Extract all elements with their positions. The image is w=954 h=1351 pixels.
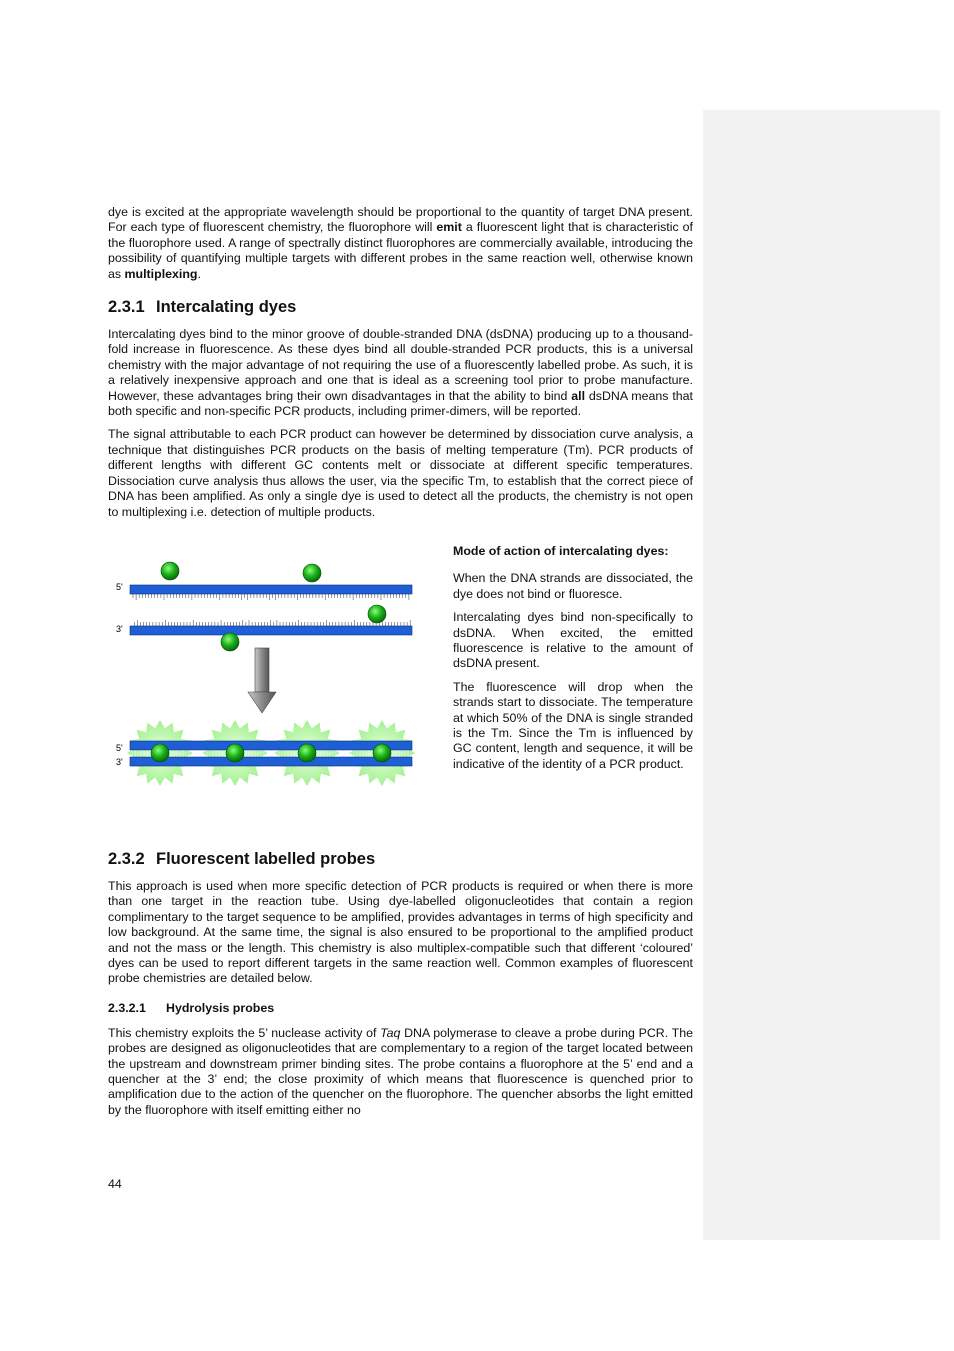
intercalating-paragraph-1: Intercalating dyes bind to the minor groove of double-stranded DNA (dsDNA) producing up to a thousand-fold increase in fluorescence. As these dyes bind all double-stranded PCR products, this is a universal chemistry with the major advantage of not requiring the use of a fluorescently labelled probe. As such, it is a relatively inexpensive approach and one that is ideal as a screening tool prior to probe manufacture. However, these advantages bring their own disadvantages in that the ability to bind all dsDNA means that both specific and non-specific PCR products, including primer-dimers, will be reported. (108, 327, 693, 419)
strand-top-ticks (133, 594, 409, 600)
page-content (108, 205, 693, 1126)
ds-strand-top (130, 741, 412, 750)
probes-paragraph: This approach is used when more specific detection of PCR products is required or when there is more than one target in the reaction tube. Using dye-labelled oligonucleotides that contain a region complimentary to the target sequence to be amplified, provides advantages in terms of high specificity and low background. At the same time, the signal is also ensured to be proportional to the amplified product and not the mass or the length. This chemistry is also multiplex-compatible such that different ‘coloured’ dyes can be used to report different targets in the same reaction well. Common examples of fluorescent probe chemistries are detailed below. (108, 878, 693, 986)
free-dye (221, 633, 239, 651)
figure-text-3: The fluorescence will drop when the strands start to dissociate. The temperature at which 50% of the DNA is single stranded is the Tm. Since the Tm is influenced by GC content, length and sequence, it will be indicative of the identity of a PCR product. (453, 679, 693, 771)
intro-paragraph: dye is excited at the appropriate wavelength should be proportional to the quantity of target DNA present. For each type of fluorescent chemistry, the fluorophore will emit a fluorescent light that is characteristic of the fluorophore used. A range of spectrally distinct fluorophores are commercially available, introducing the possibility of quantifying multiple targets with different probes in the same reaction well, otherwise known as multiplexing. (108, 205, 693, 281)
strand-bottom (130, 626, 412, 635)
bound-dye (373, 744, 391, 762)
figure-description (453, 544, 693, 780)
hydrolysis-paragraph: This chemistry exploits the 5’ nuclease activity of Taq DNA polymerase to cleave a probe during PCR. The probes are designed as oligonucleotides that are complementary to a region of the target located between the upstream and downstream primer binding sites. The probe contains a fluorophore at the 5’ end and a quencher at the 3’ end; the close proximity of which means that fluorescence is quenched prior to amplification due to the action of the quencher on the fluorophore. The quencher absorbs the light emitted by the fluorophore with itself emitting either no (108, 1025, 693, 1117)
label-3prime-top: 3' (116, 623, 123, 634)
heading-2-3-1: 2.3.1 Intercalating dyes (108, 298, 297, 317)
heading-2-3-2: 2.3.2 Fluorescent labelled probes (108, 849, 376, 868)
comment-pane (703, 110, 940, 1240)
heading-2-3-2-1: 2.3.2.1 Hydrolysis probes (108, 1000, 275, 1015)
figure-text-1: When the DNA strands are dissociated, the dye does not bind or fluoresce. (453, 571, 693, 601)
strand-bottom-ticks (134, 620, 410, 626)
figure-caption: Mode of action of intercalating dyes: (453, 543, 669, 558)
label-5prime-top: 5' (116, 581, 123, 592)
figure-text-2: Intercalating dyes bind non-specifically to dsDNA. When excited, the emitted fluorescence is relative to the amount of dsDNA present. (453, 610, 693, 671)
intercalating-paragraph-2: The signal attributable to each PCR product can however be determined by dissociation curve analysis, a technique that distinguishes PCR products on the basis of melting temperature (Tm). PCR products of different lengths with different GC contents melt or dissociate at different specific temperatures. Dissociation curve analysis thus allows the user, via the specific Tm, to establish that the correct piece of DNA has been amplified. As only a single dye is used to detect all the products, the chemistry is not open to multiplexing i.e. detection of multiple products. (108, 427, 693, 519)
page-number: 44 (108, 1177, 122, 1191)
free-dye (303, 564, 321, 582)
free-dye (368, 605, 386, 623)
bound-dye (151, 744, 169, 762)
figure-row (108, 544, 693, 844)
label-5prime-bottom: 5' (116, 742, 123, 753)
free-dye (161, 562, 179, 580)
bound-dye (298, 744, 316, 762)
bound-dye (226, 744, 244, 762)
down-arrow-icon (248, 648, 276, 713)
intercalating-dye-diagram (108, 550, 418, 794)
strand-top (130, 585, 412, 594)
label-3prime-bottom: 3' (116, 756, 123, 767)
ds-strand-bottom (130, 757, 412, 766)
